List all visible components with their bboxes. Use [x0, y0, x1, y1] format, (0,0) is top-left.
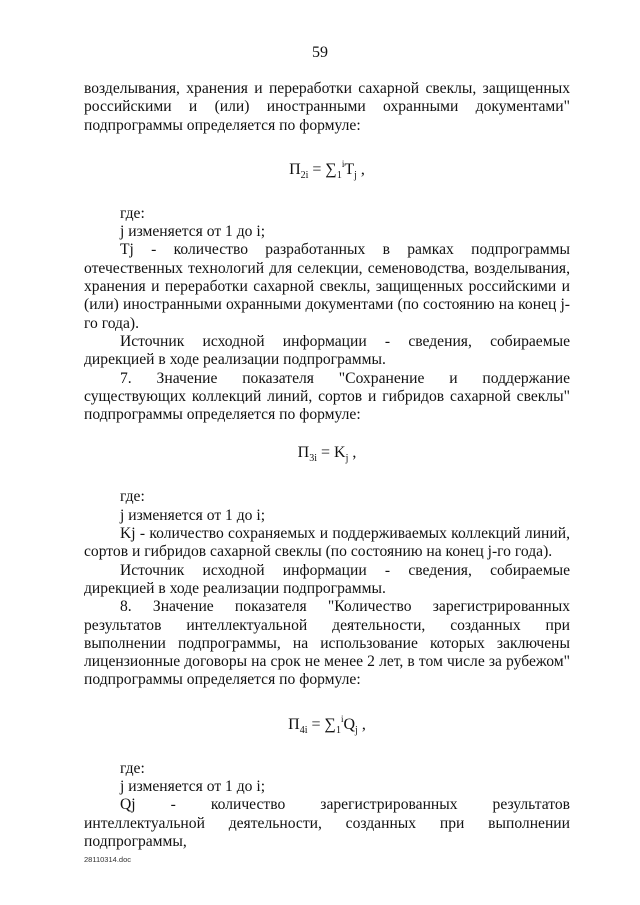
- formula-eq-sum: = ∑: [307, 715, 336, 733]
- definition-tj: Tj - количество разработанных в рамках подпрограммы отечественных технологий для селекции, семеноводства, возделывания, хранения и переработки сахарной свеклы, защищенных российскими и (или) иностранными охранными документами (по состоянию на конец j-го года).: [84, 241, 570, 332]
- formula-tail: ,: [357, 715, 366, 733]
- where-label: где:: [120, 204, 145, 222]
- formula-var: T: [344, 160, 355, 178]
- item-7: 7. Значение показателя "Сохранение и поддержание существующих коллекций линий, сортов и гибридов сахарной свеклы" подпрограммы определяется по формуле:: [84, 369, 570, 424]
- document-body: [84, 80, 570, 851]
- index-range: j изменяется от 1 до i;: [120, 778, 266, 796]
- formula-lhs: П: [288, 715, 300, 733]
- source-note: Источник исходной информации - сведения, собираемые дирекцией в ходе реализации подпрограммы.: [84, 561, 570, 597]
- formula-lhs-sub: 4i: [299, 724, 308, 736]
- formula-sum-sup: i: [340, 713, 344, 724]
- formula-tail: ,: [356, 160, 365, 178]
- definition-kj: Kj - количество сохраняемых и поддерживаемых коллекций линий, сортов и гибридов сахарной свеклы (по состоянию на конец j-го года).: [84, 525, 570, 561]
- formula-p3i: [84, 442, 570, 470]
- paragraph-continuation: возделывания, хранения и переработки сахарной свеклы, защищенных российскими и (или) иностранными охранными документами" подпрограммы определяется по формуле:: [84, 80, 570, 134]
- formula-var: Q: [343, 715, 356, 733]
- where-label: где:: [120, 759, 145, 777]
- formula-p2i: [84, 153, 570, 187]
- formula-sum-sup: i: [341, 158, 345, 169]
- formula-sum-sub: 1: [335, 724, 341, 736]
- page-number: 59: [312, 44, 328, 61]
- formula-lhs-sub: 2i: [300, 169, 309, 181]
- index-range: j изменяется от 1 до i;: [120, 506, 266, 524]
- formula-lhs: П: [297, 444, 310, 462]
- file-name-footer: 28110314.doc: [84, 855, 131, 864]
- formula-lhs-sub: 3i: [309, 453, 317, 465]
- formula-eq-var: = K: [316, 444, 346, 462]
- formula-var-sub: j: [355, 724, 358, 736]
- formula-p4i: [84, 708, 570, 742]
- formula-sum-sub: 1: [336, 169, 342, 181]
- formula-tail: ,: [348, 444, 357, 462]
- index-range: j изменяется от 1 до i;: [120, 223, 266, 241]
- formula-var-sub: j: [345, 453, 349, 465]
- formula-var-sub: j: [354, 169, 357, 181]
- source-note: Источник исходной информации - сведения, собираемые дирекцией в ходе реализации подпрограммы.: [84, 332, 570, 369]
- formula-eq-sum: = ∑: [308, 160, 337, 178]
- where-label: где:: [120, 488, 145, 506]
- item-8: 8. Значение показателя "Количество зарегистрированных результатов интеллектуальной деятельности, созданных при выполнении подпрограммы, на использование которых заключены лицензионные договоры на срок не менее 2 лет, в том числе за рубежом" подпрограммы определяется по формуле:: [84, 598, 570, 689]
- formula-lhs: П: [289, 160, 301, 178]
- definition-qj: Qj - количество зарегистрированных результатов интеллектуальной деятельности, созданных при выполнении подпрограммы,: [84, 796, 570, 850]
